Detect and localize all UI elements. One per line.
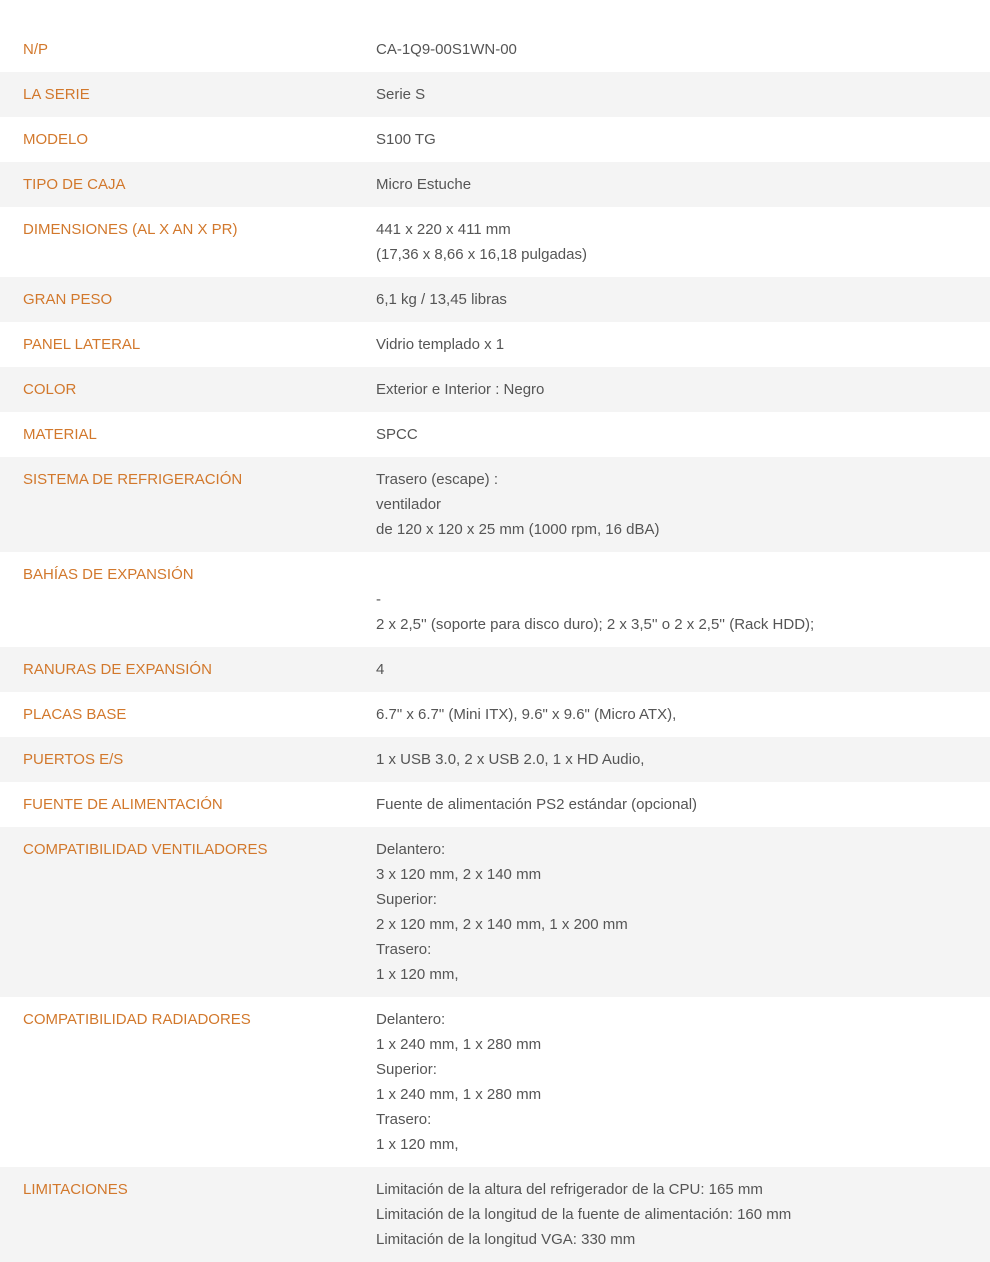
spec-value [376, 702, 990, 727]
spec-value [376, 82, 990, 107]
spec-label: LIMITACIONES [23, 1181, 128, 1198]
spec-value-line: Fuente de alimentación PS2 estándar (opcional) [376, 796, 698, 813]
spec-value-line: 2 x 120 mm, 2 x 140 mm, 1 x 200 mm [376, 916, 628, 933]
spec-value [376, 172, 990, 197]
spec-value-line: CA-1Q9-00S1WN-00 [376, 41, 517, 58]
spec-label: SISTEMA DE REFRIGERACIÓN [23, 471, 243, 488]
spec-label: PANEL LATERAL [23, 336, 141, 353]
spec-row [0, 207, 990, 277]
spec-label: TIPO DE CAJA [23, 176, 126, 193]
spec-value-line: Exterior e Interior : Negro [376, 381, 545, 398]
spec-label: MODELO [23, 131, 89, 148]
spec-value-line: Limitación de la longitud de la fuente de alimentación: 160 mm [376, 1206, 792, 1223]
spec-value [376, 332, 990, 357]
spec-value [376, 422, 990, 447]
spec-row [0, 367, 990, 412]
spec-label: COMPATIBILIDAD RADIADORES [23, 1011, 251, 1028]
spec-value-line: Delantero: [376, 841, 446, 858]
spec-value-line: 441 x 220 x 411 mm [376, 221, 511, 238]
spec-value-line: 4 [376, 661, 385, 678]
spec-label: N/P [23, 41, 49, 58]
spec-label: DIMENSIONES (AL X AN X PR) [23, 221, 238, 238]
spec-label: RANURAS DE EXPANSIÓN [23, 661, 212, 678]
spec-row [0, 117, 990, 162]
spec-value-line: Vidrio templado x 1 [376, 336, 505, 353]
spec-value [376, 792, 990, 817]
spec-row [0, 277, 990, 322]
spec-value-line: SPCC [376, 426, 418, 443]
spec-value [376, 217, 990, 267]
spec-value-line: 1 x 240 mm, 1 x 280 mm [376, 1036, 542, 1053]
spec-value [376, 747, 990, 772]
spec-row [0, 782, 990, 827]
spec-label: COLOR [23, 381, 77, 398]
spec-label: PLACAS BASE [23, 706, 127, 723]
spec-value-line [376, 562, 990, 587]
spec-value-line: 1 x 120 mm, [376, 1136, 459, 1153]
spec-label: COMPATIBILIDAD VENTILADORES [23, 841, 268, 858]
spec-row [0, 552, 990, 647]
spec-value-line: Trasero (escape) : [376, 471, 498, 488]
spec-value-line: Trasero: [376, 1111, 432, 1128]
spec-row [0, 162, 990, 207]
spec-row [0, 997, 990, 1167]
spec-value-line: (17,36 x 8,66 x 16,18 pulgadas) [376, 246, 587, 263]
spec-value-line: Superior: [376, 891, 437, 908]
spec-label: BAHÍAS DE EXPANSIÓN [23, 566, 194, 583]
spec-value-line: de 120 x 120 x 25 mm (1000 rpm, 16 dBA) [376, 521, 660, 538]
spec-value [376, 377, 990, 402]
spec-value [376, 287, 990, 312]
spec-label: MATERIAL [23, 426, 97, 443]
spec-value [376, 562, 990, 637]
spec-value-line: 1 x 120 mm, [376, 966, 459, 983]
spec-label: PUERTOS E/S [23, 751, 124, 768]
spec-label: FUENTE DE ALIMENTACIÓN [23, 796, 223, 813]
spec-value-line: Serie S [376, 86, 426, 103]
spec-row [0, 27, 990, 72]
spec-row [0, 1167, 990, 1262]
spec-value [376, 1007, 990, 1157]
spec-label: GRAN PESO [23, 291, 113, 308]
spec-value-line: 6,1 kg / 13,45 libras [376, 291, 507, 308]
spec-row [0, 457, 990, 552]
spec-value-line: 1 x USB 3.0, 2 x USB 2.0, 1 x HD Audio, [376, 751, 645, 768]
spec-value-line: 2 x 2,5'' (soporte para disco duro); 2 x 3,5'' o 2 x 2,5'' (Rack HDD); [376, 616, 815, 633]
spec-value-line: ventilador [376, 496, 442, 513]
spec-value-line: Micro Estuche [376, 176, 472, 193]
spec-row [0, 737, 990, 782]
spec-value-line: Delantero: [376, 1011, 446, 1028]
spec-value [376, 37, 990, 62]
spec-row [0, 827, 990, 997]
spec-value-line: 3 x 120 mm, 2 x 140 mm [376, 866, 542, 883]
spec-value-line: Superior: [376, 1061, 437, 1078]
spec-value [376, 837, 990, 987]
spec-value-line: Limitación de la longitud VGA: 330 mm [376, 1231, 636, 1248]
spec-value-line: Limitación de la altura del refrigerador de la CPU: 165 mm [376, 1181, 763, 1198]
spec-value-line: Trasero: [376, 941, 432, 958]
spec-row [0, 692, 990, 737]
spec-value [376, 467, 990, 542]
spec-row [0, 647, 990, 692]
spec-label: LA SERIE [23, 86, 90, 103]
spec-value-line: S100 TG [376, 131, 436, 148]
spec-value [376, 127, 990, 152]
spec-row [0, 412, 990, 457]
spec-row [0, 322, 990, 367]
spec-value-line: - [376, 591, 381, 608]
spec-value [376, 1177, 990, 1252]
spec-row [0, 72, 990, 117]
spec-value-line: 6.7" x 6.7" (Mini ITX), 9.6" x 9.6" (Micro ATX), [376, 706, 677, 723]
spec-value-line: 1 x 240 mm, 1 x 280 mm [376, 1086, 542, 1103]
spec-value [376, 657, 990, 682]
